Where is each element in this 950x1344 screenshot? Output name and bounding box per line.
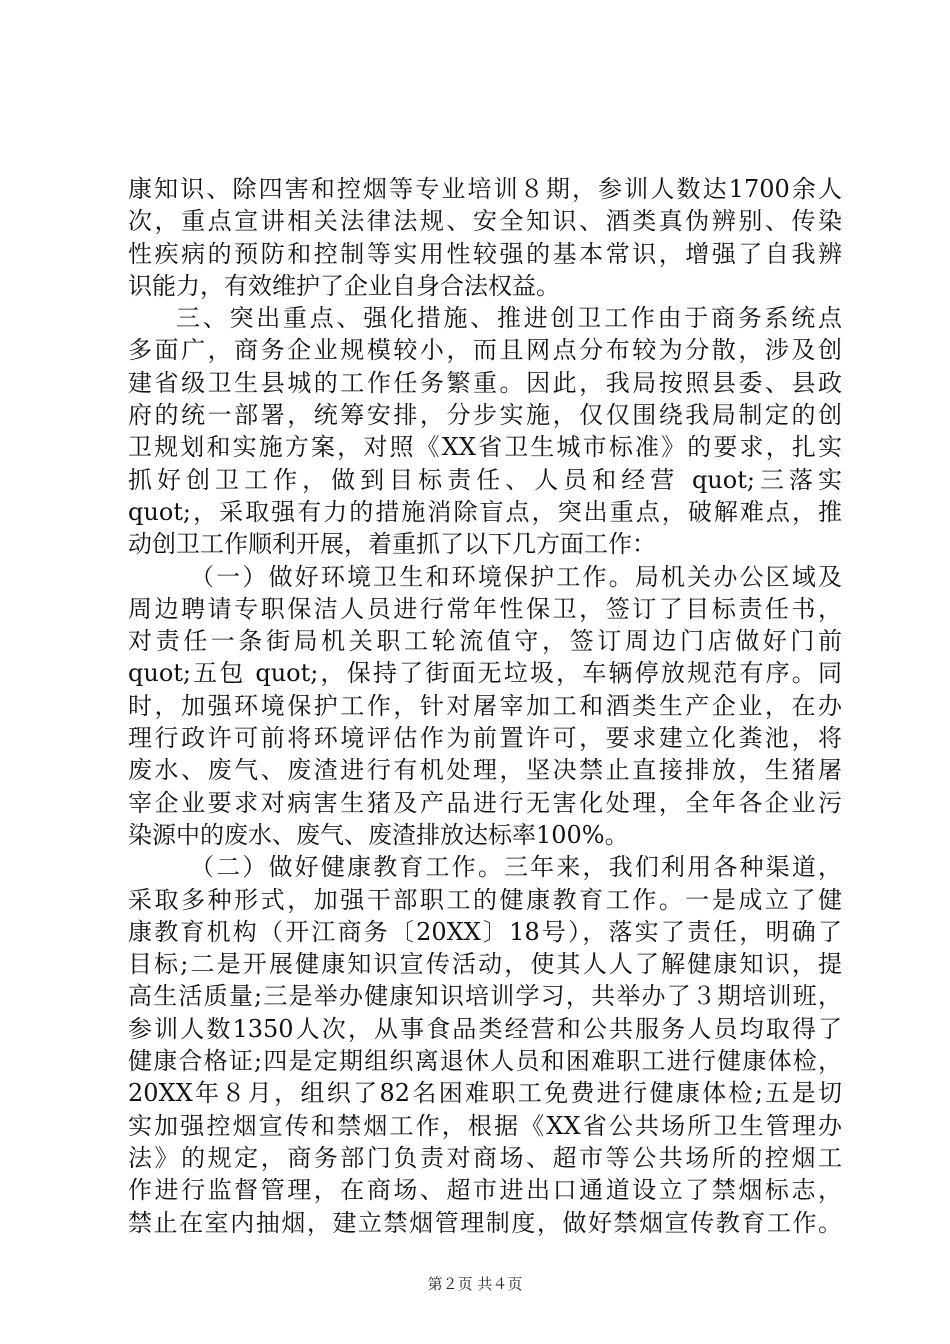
text-line: 周边聘请专职保洁人员进行常年性保卫，签订了目标责任书， [128,594,842,623]
text-line: 抓好创卫工作，做到目标责任、人员和经营 quot;三落实 [128,465,842,494]
text-line: 废水、废气、废渣进行有机处理，坚决禁止直接排放，生猪屠 [128,756,842,785]
text-line: 动创卫工作顺利开展，着重抓了以下几方面工作： [128,530,656,559]
text-line: 健康合格证;四是定期组织离退休人员和困难职工进行健康体检， [128,1047,842,1076]
text-line: 目标;二是开展健康知识宣传活动，使其人人了解健康知识，提 [128,950,842,979]
text-line: （一）做好环境卫生和环境保护工作。局机关办公区域及 [190,562,842,591]
text-line: 建省级卫生县城的工作任务繁重。因此，我局按照县委、县政 [128,368,842,397]
text-line: 禁止在室内抽烟，建立禁烟管理制度，做好禁烟宣传教育工作。 [128,1208,842,1237]
text-line: 实加强控烟宣传和禁烟工作，根据《XX省公共场所卫生管理办 [128,1111,842,1140]
text-line: 识能力，有效维护了企业自身合法权益。 [128,271,560,300]
page-footer [0,1274,950,1294]
page-number-label: 第２页 共４页 [427,1275,523,1293]
text-line: 参训人数1350人次，从事食品类经营和公共服务人员均取得了 [128,1014,842,1043]
text-line: 染源中的废水、废气、废渣排放达标率100%。 [128,820,629,849]
text-line: （二）做好健康教育工作。三年来，我们利用各种渠道， [190,853,842,882]
text-line: 时，加强环境保护工作，针对屠宰加工和酒类生产企业，在办 [128,691,842,720]
text-line: 20XX年８月，组织了82名困难职工免费进行健康体检;五是切 [128,1079,842,1108]
text-line: 多面广，商务企业规模较小，而且网点分布较为分散，涉及创 [128,336,842,365]
text-line: 对责任一条街局机关职工轮流值守，签订周边门店做好门前 [128,627,842,656]
text-line: 法》的规定，商务部门负责对商场、超市等公共场所的控烟工 [128,1143,842,1172]
text-line: 府的统一部署，统筹安排，分步实施，仅仅围绕我局制定的创 [128,401,842,430]
text-line: 康教育机构（开江商务〔20XX〕18号），落实了责任，明确了 [128,917,842,946]
text-line: 康知识、除四害和控烟等专业培训８期，参训人数达1700余人 [128,175,842,203]
text-line: 次，重点宣讲相关法律法规、安全知识、酒类真伪辨别、传染 [128,207,842,236]
text-line: quot;五包 quot;，保持了街面无垃圾，车辆停放规范有序。同 [128,659,842,688]
text-line: 作进行监督管理，在商场、超市进出口通道设立了禁烟标志， [128,1176,842,1205]
text-line: 高生活质量;三是举办健康知识培训学习，共举办了３期培训班， [128,982,842,1011]
text-line: 三、突出重点、强化措施、推进创卫工作由于商务系统点 [176,304,842,333]
text-line: 性疾病的预防和控制等实用性较强的基本常识，增强了自我辨 [128,239,842,268]
document-body [128,173,842,1239]
text-line: 理行政许可前将环境评估作为前置许可，要求建立化粪池，将 [128,724,842,753]
text-line: 卫规划和实施方案，对照《XX省卫生城市标准》的要求，扎实 [128,433,842,462]
text-line: 采取多种形式，加强干部职工的健康教育工作。一是成立了健 [128,885,842,914]
text-line: 宰企业要求对病害生猪及产品进行无害化处理，全年各企业污 [128,788,842,817]
text-line: quot;，采取强有力的措施消除盲点，突出重点，破解难点，推 [128,497,842,526]
